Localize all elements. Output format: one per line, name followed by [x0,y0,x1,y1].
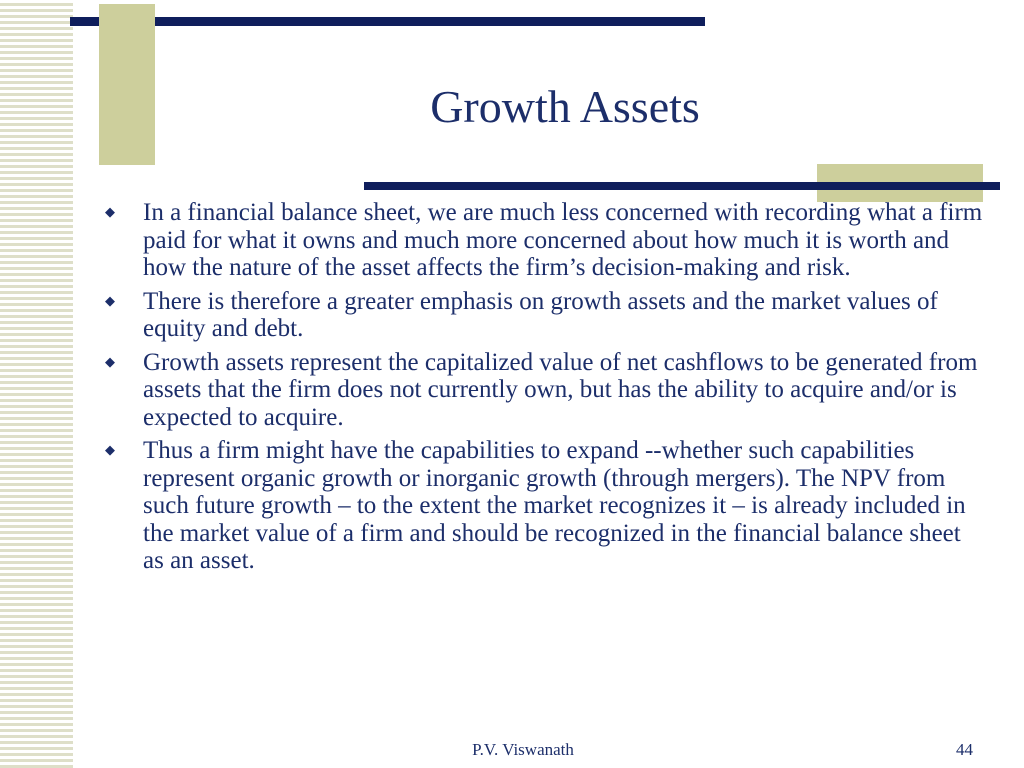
diamond-bullet-icon: ◆ [105,292,115,308]
bullet-list [104,199,984,581]
page-number: 44 [956,740,973,759]
diamond-bullet-icon: ◆ [105,204,115,219]
bullet-item [104,349,984,432]
bullet-text: Growth assets represent the capitalized value of net cashflows to be generated from assets that the firm does not currently own, but has the ability to acquire and/or is expected to acquire. [143,348,978,431]
bullet-text: There is therefore a greater emphasis on growth assets and the market values of equity and debt. [143,287,938,342]
slide-title: Growth Assets [430,81,700,132]
decorative-stripes [0,0,73,768]
footer-author: P.V. Viswanath [472,740,574,759]
bullet-item [104,288,984,343]
top-accent-box [99,4,155,165]
top-accent-bar [70,17,705,26]
bullet-item [104,199,984,282]
diamond-bullet-icon: ◆ [105,442,115,457]
bullet-text: In a financial balance sheet, we are much less concerned with recording what a firm paid for what it owns and much more concerned about how much it is worth and how the nature of the asset affects the firm’s decision-making and risk. [143,199,983,281]
diamond-bullet-icon: ◆ [105,353,115,369]
bullet-text: Thus a firm might have the capabilities to expand --whether such capabilities represent organic growth or inorganic growth (through mergers). The NPV from such future growth – to the extent the market recognizes it – is already included in the market value of a firm and should be recognized in the financial balance sheet as an asset. [143,437,966,574]
title-underline-bar [364,182,1000,190]
bullet-item [104,437,984,575]
